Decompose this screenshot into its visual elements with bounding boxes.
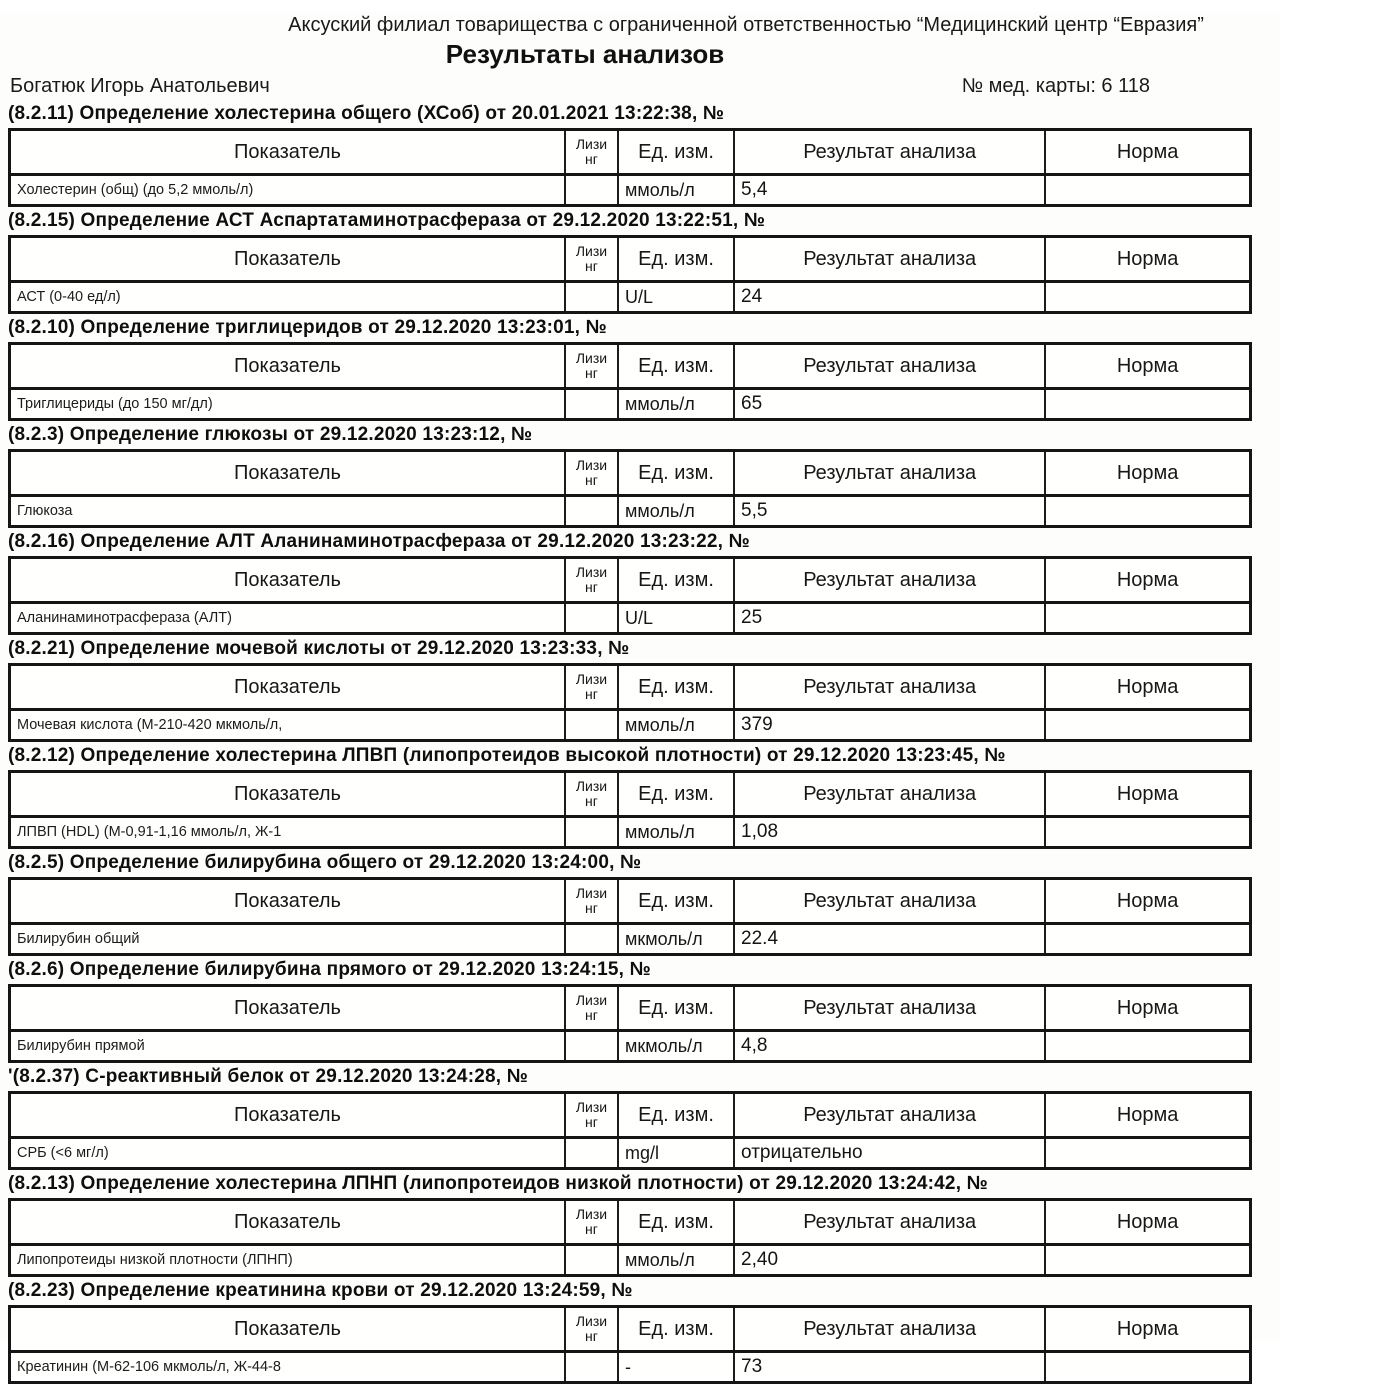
section-heading: (8.2.13) Определение холестерина ЛПНП (липопротеидов низкой плотности) от 29.12.2020 13:24:42, № (8, 1173, 989, 1194)
lysing-cell (565, 389, 618, 420)
unit-cell: mg/l (618, 1138, 734, 1169)
col-header-indicator: Показатель (10, 772, 565, 817)
table-header-row (10, 237, 1251, 282)
col-header-lysing-line2: нг (585, 579, 598, 595)
test-section (8, 1280, 1280, 1384)
col-header-unit: Ед. изм. (618, 451, 734, 496)
test-section (8, 531, 1280, 635)
col-header-indicator: Показатель (10, 558, 565, 603)
col-header-unit: Ед. изм. (618, 1307, 734, 1352)
unit-cell: ммоль/л (618, 710, 734, 741)
col-header-lysing (565, 451, 618, 496)
col-header-lysing-line1: Лизи (575, 457, 608, 473)
lysing-cell (565, 1031, 618, 1062)
col-header-norm: Норма (1045, 130, 1250, 175)
result-row (10, 1031, 1251, 1062)
section-heading: (8.2.15) Определение АСТ Аспартатаминотрасфераза от 29.12.2020 13:22:51, № (8, 210, 766, 231)
results-table (8, 663, 1252, 742)
lysing-cell (565, 1352, 618, 1383)
col-header-lysing-line1: Лизи (575, 1206, 608, 1222)
unit-cell: ммоль/л (618, 175, 734, 206)
col-header-result: Результат анализа (734, 237, 1045, 282)
col-header-lysing-line1: Лизи (575, 1099, 608, 1115)
result-row (10, 817, 1251, 848)
norm-cell (1045, 1138, 1250, 1169)
test-section (8, 317, 1280, 421)
test-section (8, 852, 1280, 956)
col-header-lysing (565, 237, 618, 282)
col-header-lysing-line2: нг (585, 1114, 598, 1130)
result-row (10, 175, 1251, 206)
indicator-cell: Холестерин (общ) (до 5,2 ммоль/л) (10, 175, 565, 206)
result-cell: 24 (734, 282, 1045, 313)
col-header-result: Результат анализа (734, 665, 1045, 710)
unit-cell: мкмоль/л (618, 924, 734, 955)
section-heading: (8.2.11) Определение холестерина общего (ХСоб) от 20.01.2021 13:22:38, № (8, 103, 725, 124)
col-header-lysing-line2: нг (585, 1328, 598, 1344)
col-header-lysing-line2: нг (585, 793, 598, 809)
col-header-unit: Ед. изм. (618, 344, 734, 389)
norm-cell (1045, 1245, 1250, 1276)
col-header-result: Результат анализа (734, 1307, 1045, 1352)
result-cell: 1,08 (734, 817, 1045, 848)
test-section (8, 638, 1280, 742)
col-header-lysing-line2: нг (585, 258, 598, 274)
col-header-lysing-line2: нг (585, 900, 598, 916)
results-table (8, 877, 1252, 956)
indicator-cell: ЛПВП (HDL) (М-0,91-1,16 ммоль/л, Ж-1 (10, 817, 565, 848)
patient-row (0, 70, 1280, 98)
result-cell: 2,40 (734, 1245, 1045, 1276)
table-header-row (10, 130, 1251, 175)
unit-cell: U/L (618, 603, 734, 634)
col-header-lysing (565, 344, 618, 389)
result-row (10, 924, 1251, 955)
result-row (10, 1245, 1251, 1276)
test-section (8, 424, 1280, 528)
result-cell: 5,5 (734, 496, 1045, 527)
results-table (8, 984, 1252, 1063)
col-header-lysing (565, 1200, 618, 1245)
col-header-unit: Ед. изм. (618, 772, 734, 817)
col-header-result: Результат анализа (734, 1093, 1045, 1138)
table-header-row (10, 986, 1251, 1031)
col-header-lysing (565, 986, 618, 1031)
result-row (10, 282, 1251, 313)
section-heading: '(8.2.37) С-реактивный белок от 29.12.2020 13:24:28, № (8, 1066, 529, 1087)
lysing-cell (565, 496, 618, 527)
col-header-lysing-line1: Лизи (575, 885, 608, 901)
col-header-indicator: Показатель (10, 237, 565, 282)
lysing-cell (565, 1138, 618, 1169)
col-header-lysing-line1: Лизи (575, 564, 608, 580)
col-header-lysing-line2: нг (585, 472, 598, 488)
indicator-cell: Билирубин общий (10, 924, 565, 955)
section-heading: (8.2.3) Определение глюкозы от 29.12.2020 13:23:12, № (8, 424, 533, 445)
col-header-indicator: Показатель (10, 130, 565, 175)
col-header-indicator: Показатель (10, 1307, 565, 1352)
test-section (8, 745, 1280, 849)
norm-cell (1045, 924, 1250, 955)
result-row (10, 496, 1251, 527)
unit-cell: ммоль/л (618, 817, 734, 848)
norm-cell (1045, 389, 1250, 420)
patient-name: Богатюк Игорь Анатольевич (10, 75, 270, 97)
document-title: Результаты анализов (445, 39, 725, 69)
indicator-cell: Липопротеиды низкой плотности (ЛПНП) (10, 1245, 565, 1276)
table-header-row (10, 451, 1251, 496)
section-heading: (8.2.23) Определение креатинина крови от 29.12.2020 13:24:59, № (8, 1280, 633, 1301)
col-header-lysing-line1: Лизи (575, 136, 608, 152)
col-header-result: Результат анализа (734, 1200, 1045, 1245)
norm-cell (1045, 1031, 1250, 1062)
result-row (10, 389, 1251, 420)
col-header-result: Результат анализа (734, 558, 1045, 603)
result-row (10, 1352, 1251, 1383)
col-header-lysing-line1: Лизи (575, 350, 608, 366)
section-heading: (8.2.12) Определение холестерина ЛПВП (липопротеидов высокой плотности) от 29.12.2020 13:23:45, № (8, 745, 1006, 766)
col-header-unit: Ед. изм. (618, 558, 734, 603)
col-header-norm: Норма (1045, 665, 1250, 710)
col-header-result: Результат анализа (734, 879, 1045, 924)
col-header-unit: Ед. изм. (618, 986, 734, 1031)
indicator-cell: Аланинаминотрасфераза (АЛТ) (10, 603, 565, 634)
lysing-cell (565, 1245, 618, 1276)
indicator-cell: Креатинин (М-62-106 мкмоль/л, Ж-44-8 (10, 1352, 565, 1383)
results-table (8, 1091, 1252, 1170)
unit-cell: U/L (618, 282, 734, 313)
test-sections-list (0, 98, 1280, 1384)
lysing-cell (565, 710, 618, 741)
col-header-indicator: Показатель (10, 665, 565, 710)
unit-cell: ммоль/л (618, 496, 734, 527)
col-header-lysing (565, 665, 618, 710)
results-table (8, 770, 1252, 849)
col-header-result: Результат анализа (734, 772, 1045, 817)
test-section (8, 103, 1280, 207)
results-table (8, 1198, 1252, 1277)
norm-cell (1045, 282, 1250, 313)
organization-name: Аксуский филиал товарищества с ограниченной ответственностью “Медицинский центр “Евразия” (288, 14, 1204, 36)
table-header-row (10, 1307, 1251, 1352)
col-header-indicator: Показатель (10, 1200, 565, 1245)
col-header-result: Результат анализа (734, 451, 1045, 496)
col-header-lysing-line1: Лизи (575, 243, 608, 259)
section-heading: (8.2.5) Определение билирубина общего от 29.12.2020 13:24:00, № (8, 852, 642, 873)
col-header-norm: Норма (1045, 558, 1250, 603)
results-table (8, 128, 1252, 207)
result-cell: 4,8 (734, 1031, 1045, 1062)
result-cell: 25 (734, 603, 1045, 634)
indicator-cell: СРБ (<6 мг/л) (10, 1138, 565, 1169)
norm-cell (1045, 817, 1250, 848)
col-header-norm: Норма (1045, 772, 1250, 817)
lysing-cell (565, 282, 618, 313)
unit-cell: мкмоль/л (618, 1031, 734, 1062)
test-section (8, 959, 1280, 1063)
norm-cell (1045, 710, 1250, 741)
result-cell: отрицательно (734, 1138, 1045, 1169)
col-header-norm: Норма (1045, 1307, 1250, 1352)
indicator-cell: Глюкоза (10, 496, 565, 527)
section-heading: (8.2.21) Определение мочевой кислоты от 29.12.2020 13:23:33, № (8, 638, 630, 659)
results-table (8, 235, 1252, 314)
col-header-indicator: Показатель (10, 986, 565, 1031)
table-header-row (10, 772, 1251, 817)
unit-cell: ммоль/л (618, 389, 734, 420)
col-header-result: Результат анализа (734, 986, 1045, 1031)
col-header-lysing (565, 130, 618, 175)
med-card-number: № мед. карты: 6 118 (961, 75, 1150, 97)
test-section (8, 210, 1280, 314)
indicator-cell: Триглицериды (до 150 мг/дл) (10, 389, 565, 420)
col-header-unit: Ед. изм. (618, 665, 734, 710)
lysing-cell (565, 603, 618, 634)
col-header-norm: Норма (1045, 451, 1250, 496)
col-header-lysing-line1: Лизи (575, 671, 608, 687)
col-header-result: Результат анализа (734, 344, 1045, 389)
lysing-cell (565, 817, 618, 848)
lab-results-document (0, 12, 1280, 1377)
unit-cell: ммоль/л (618, 1245, 734, 1276)
norm-cell (1045, 175, 1250, 206)
col-header-lysing-line2: нг (585, 686, 598, 702)
col-header-indicator: Показатель (10, 344, 565, 389)
col-header-lysing (565, 879, 618, 924)
col-header-lysing (565, 772, 618, 817)
test-section (8, 1173, 1280, 1277)
indicator-cell: Мочевая кислота (М-210-420 мкмоль/л, (10, 710, 565, 741)
result-cell: 5,4 (734, 175, 1045, 206)
results-table (8, 449, 1252, 528)
norm-cell (1045, 603, 1250, 634)
col-header-unit: Ед. изм. (618, 879, 734, 924)
col-header-unit: Ед. изм. (618, 130, 734, 175)
result-row (10, 1138, 1251, 1169)
table-header-row (10, 1093, 1251, 1138)
table-header-row (10, 1200, 1251, 1245)
table-header-row (10, 344, 1251, 389)
result-cell: 22.4 (734, 924, 1045, 955)
result-cell: 65 (734, 389, 1045, 420)
result-cell: 73 (734, 1352, 1045, 1383)
col-header-lysing (565, 1093, 618, 1138)
col-header-unit: Ед. изм. (618, 1200, 734, 1245)
result-cell: 379 (734, 710, 1045, 741)
col-header-norm: Норма (1045, 986, 1250, 1031)
col-header-norm: Норма (1045, 879, 1250, 924)
table-header-row (10, 665, 1251, 710)
col-header-lysing-line1: Лизи (575, 992, 608, 1008)
col-header-norm: Норма (1045, 1200, 1250, 1245)
col-header-lysing-line2: нг (585, 1007, 598, 1023)
section-heading: (8.2.16) Определение АЛТ Аланинаминотрасфераза от 29.12.2020 13:23:22, № (8, 531, 750, 552)
col-header-unit: Ед. изм. (618, 237, 734, 282)
col-header-lysing-line2: нг (585, 151, 598, 167)
col-header-lysing-line1: Лизи (575, 778, 608, 794)
col-header-indicator: Показатель (10, 879, 565, 924)
col-header-norm: Норма (1045, 237, 1250, 282)
table-header-row (10, 879, 1251, 924)
col-header-lysing (565, 1307, 618, 1352)
lysing-cell (565, 175, 618, 206)
col-header-unit: Ед. изм. (618, 1093, 734, 1138)
unit-cell: - (618, 1352, 734, 1383)
col-header-indicator: Показатель (10, 1093, 565, 1138)
col-header-lysing-line2: нг (585, 1221, 598, 1237)
indicator-cell: АСТ (0-40 ед/л) (10, 282, 565, 313)
results-table (8, 556, 1252, 635)
col-header-lysing (565, 558, 618, 603)
col-header-norm: Норма (1045, 1093, 1250, 1138)
indicator-cell: Билирубин прямой (10, 1031, 565, 1062)
section-heading: (8.2.10) Определение триглицеридов от 29.12.2020 13:23:01, № (8, 317, 608, 338)
section-heading: (8.2.6) Определение билирубина прямого от 29.12.2020 13:24:15, № (8, 959, 652, 980)
results-table (8, 1305, 1252, 1384)
col-header-norm: Норма (1045, 344, 1250, 389)
norm-cell (1045, 1352, 1250, 1383)
result-row (10, 603, 1251, 634)
result-row (10, 710, 1251, 741)
col-header-lysing-line2: нг (585, 365, 598, 381)
lysing-cell (565, 924, 618, 955)
test-section (8, 1066, 1280, 1170)
col-header-lysing-line1: Лизи (575, 1313, 608, 1329)
table-header-row (10, 558, 1251, 603)
norm-cell (1045, 496, 1250, 527)
col-header-result: Результат анализа (734, 130, 1045, 175)
results-table (8, 342, 1252, 421)
col-header-indicator: Показатель (10, 451, 565, 496)
